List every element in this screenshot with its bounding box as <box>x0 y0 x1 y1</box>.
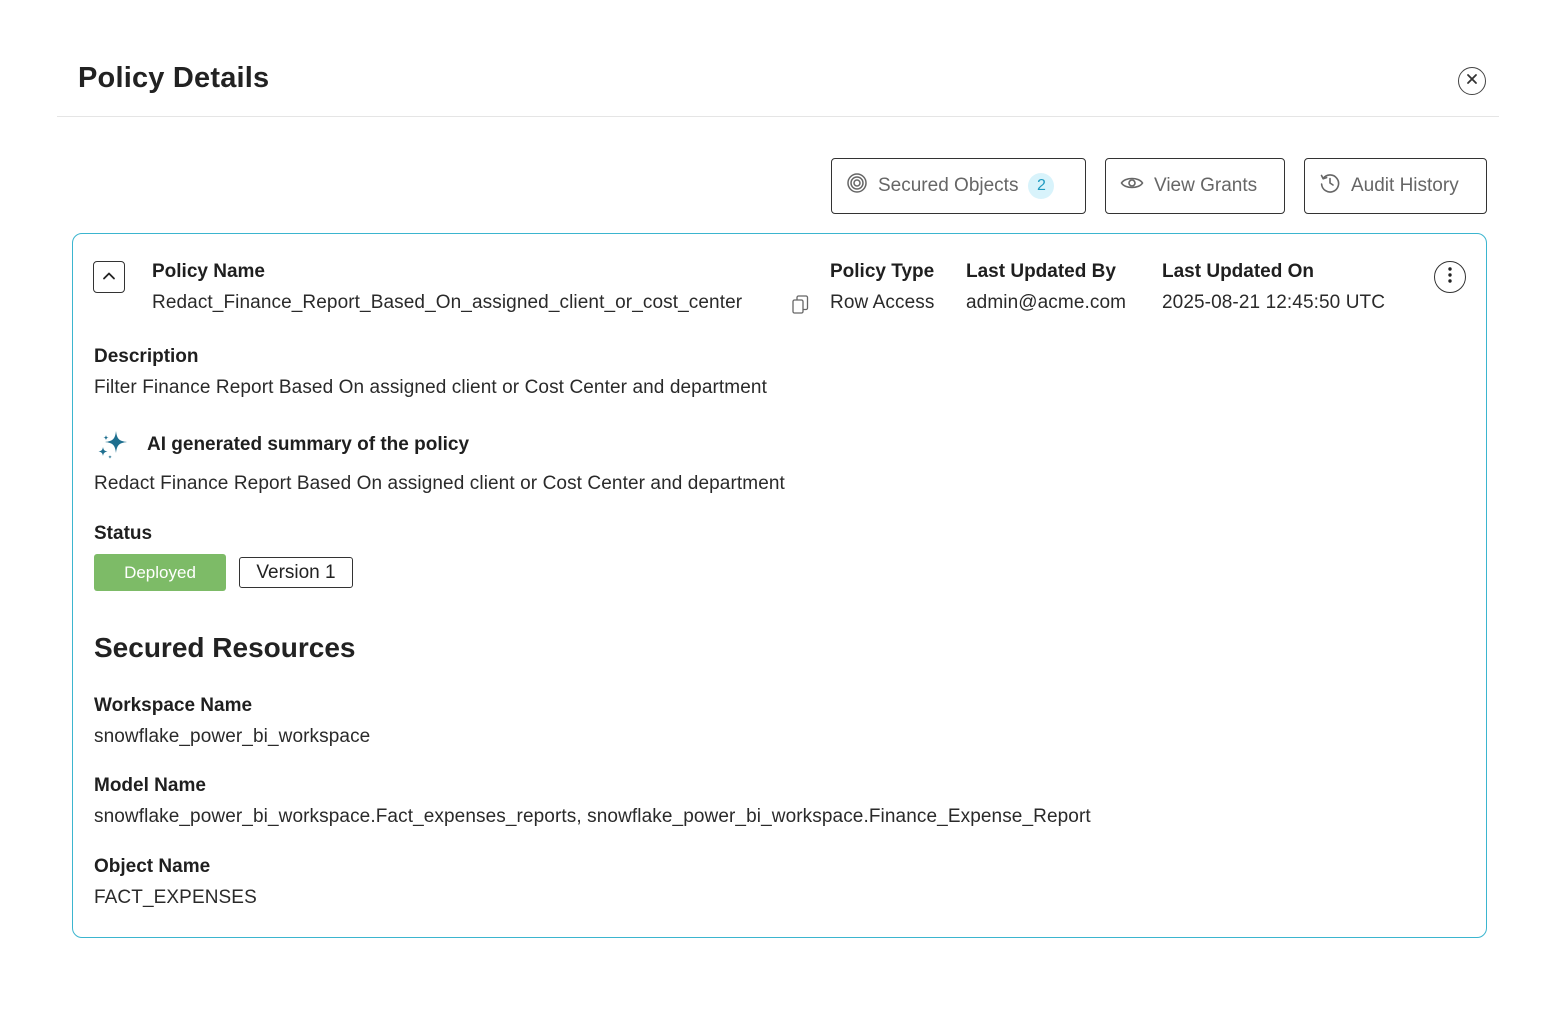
ai-summary-label: AI generated summary of the policy <box>147 434 470 455</box>
secured-resources-title: Secured Resources <box>94 632 356 663</box>
secured-objects-button[interactable] <box>831 158 1086 214</box>
close-button[interactable] <box>1458 67 1486 95</box>
policy-name-label: Policy Name <box>152 261 265 282</box>
policy-type-label: Policy Type <box>830 261 935 282</box>
audit-history-button[interactable] <box>1304 158 1487 214</box>
workspace-name-label: Workspace Name <box>94 695 253 716</box>
sparkle-icon <box>97 430 131 465</box>
copy-icon[interactable] <box>792 295 809 320</box>
last-updated-on-value: 2025-08-21 12:45:50 UTC <box>1162 292 1386 313</box>
ai-summary-value: Redact Finance Report Based On assigned client or Cost Center and department <box>94 473 785 494</box>
secured-objects-label: Secured Objects <box>878 175 1019 196</box>
model-name-label: Model Name <box>94 775 206 796</box>
last-updated-by-label: Last Updated By <box>966 261 1116 282</box>
object-name-value: FACT_EXPENSES <box>94 887 257 908</box>
target-icon <box>846 172 868 200</box>
view-grants-button[interactable] <box>1105 158 1285 214</box>
policy-type-value: Row Access <box>830 292 935 313</box>
chevron-up-icon <box>102 268 116 286</box>
description-value: Filter Finance Report Based On assigned client or Cost Center and department <box>94 377 767 398</box>
last-updated-by-value: admin@acme.com <box>966 292 1127 313</box>
close-icon <box>1465 72 1479 91</box>
view-grants-label: View Grants <box>1154 175 1258 196</box>
object-name-label: Object Name <box>94 856 211 877</box>
model-name-value: snowflake_power_bi_workspace.Fact_expenses_reports, snowflake_power_bi_workspace.Finance_Expense_Report <box>94 806 1091 827</box>
policy-name-value: Redact_Finance_Report_Based_On_assigned_client_or_cost_center <box>152 292 743 313</box>
header-divider <box>57 116 1499 117</box>
more-options-button[interactable] <box>1434 261 1466 293</box>
audit-history-label: Audit History <box>1351 175 1459 196</box>
secured-objects-count-badge: 2 <box>1028 173 1054 199</box>
status-label: Status <box>94 523 153 544</box>
description-label: Description <box>94 346 199 367</box>
collapse-button[interactable] <box>93 261 125 293</box>
history-icon <box>1319 172 1341 200</box>
more-vertical-icon <box>1447 266 1453 289</box>
eye-icon <box>1120 175 1144 197</box>
status-badge: Deployed <box>94 554 226 591</box>
last-updated-on-label: Last Updated On <box>1162 261 1315 282</box>
version-badge: Version 1 <box>239 557 353 588</box>
workspace-name-value: snowflake_power_bi_workspace <box>94 726 371 747</box>
modal-title: Policy Details <box>78 62 270 94</box>
